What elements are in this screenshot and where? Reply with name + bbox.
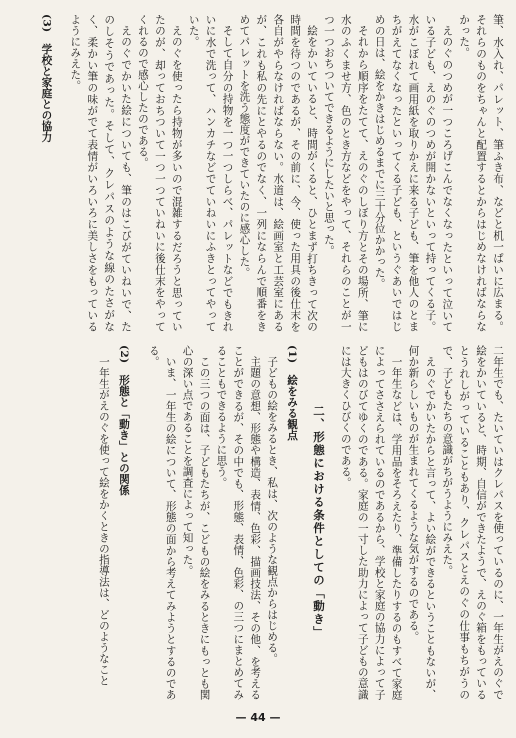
paragraph: 絵をかいていると、時間がくると、ひとまず打ちきって次の時間を待つのであるが、その前に、今、使った用具の後仕末を各自がやらなければならない。水道は、絵画室と工芸室にあるが、これも私の先にとやるのでなく、一列にならんで順番をきめてパレットを洗う態度ができていたのに感心した。 <box>238 14 319 332</box>
paragraph: それから順序をたてて、えのぐのしぼり方とその場所、筆に水のふくませ方、色のとき方などをやって、それらのことが一つ一つおちついてできるようにしたいと思った。 <box>322 14 369 332</box>
paragraph: 筆、水入れ、パレット、筆ふき布、などと机一ぱいに広まる。それらのものをちゃんと配置するとからはじめなければならなかった。 <box>458 14 504 332</box>
paragraph: 一年生などは、学用品をそろえたり、準備したりするのもすべて家庭によってささえられているのであるから、学校と家庭の協力によって子どもはのびてゆくのである。家庭の一寸した助力によって子どもの意識には大きくひびくのである。 <box>339 345 403 700</box>
upper-text-block <box>36 14 506 332</box>
section-title: 二、形態における条件としての「動き」 <box>311 405 326 639</box>
paragraph: 子どもの絵をみるとき、私は、次のような観点からはじめる。 <box>266 355 279 664</box>
paragraph: えのぐでかいた絵についても、筆のはこびがていねいで、たのしそうであった。そして、クレパスのような線のたさがなく、柔かい筆の味がでて表情がいろいろに美しさをもっているようにみえた。 <box>69 14 133 332</box>
subsection-heading: (1) 絵をみる観点 <box>286 345 299 441</box>
paragraph: 一年生がえのぐを使って絵をかくときの指導法は、どのようなこと <box>97 355 110 686</box>
spacer <box>56 14 66 332</box>
paragraph: えのぐでかいたからと言って、よい絵ができるということもないが、何か新らしいものが生まれてくるような気がするのである。 <box>407 345 437 700</box>
paragraph: えのぐのつめが一つころげこんでなくなったといって泣いている子ども、えのぐのつめが開かないといって持ってくる子。水がこぼれて画用紙を取りかえに来る子ども、筆を他人のとまちがえてなくなったといってくる子ども、というぐあいではじめの日は、絵をかきはじめるまでに三十分位かかった。 <box>373 14 454 332</box>
lower-text-block <box>36 345 506 700</box>
subsection-heading: (2) 形態と「動き」との関係 <box>117 345 130 496</box>
paragraph: いま、一年生の絵について、形態の面から考えてみようとするのである。 <box>147 345 177 700</box>
spacer <box>135 345 145 700</box>
page-number: — 44 — <box>235 711 281 724</box>
paragraph: この三つの面は、子どもたちが、こどもの絵をみるときにもっとも関心の深い点であることを調査によって知った。 <box>181 345 211 700</box>
paragraph: えのぐを使ったら持物が多いので混雑するだろうと思っていたのが、却っておちついて一つ一つていねいに後仕末をやってくれるので感心したのである。 <box>136 14 183 332</box>
paragraph: 二年生でも、たいていはクレパスを使っているのに、一年生がえのぐで絵をかいていると、時期、自信ができたようで、えのぐ箱をもっているとうれしがっていることもあり、クレパスとえのぐの仕事もちがうので、子どもたちの意識がちがうようにみえた。 <box>441 345 504 700</box>
subsection-heading: (3) 学校と家庭との協力 <box>40 14 53 143</box>
paragraph: 主題の意想、形態や構造、表情、色彩、描画技法、その他、を考えることができるが、その中でも、形態、表情、色彩、の三つにまとめてみることもできるように思う。 <box>215 345 262 700</box>
paragraph: そして自分の持物を一つ一つしらべ、パレットなどでもきれいに水で洗って、ハンカチなどでていねいにふきとってやっていた。 <box>187 14 234 332</box>
